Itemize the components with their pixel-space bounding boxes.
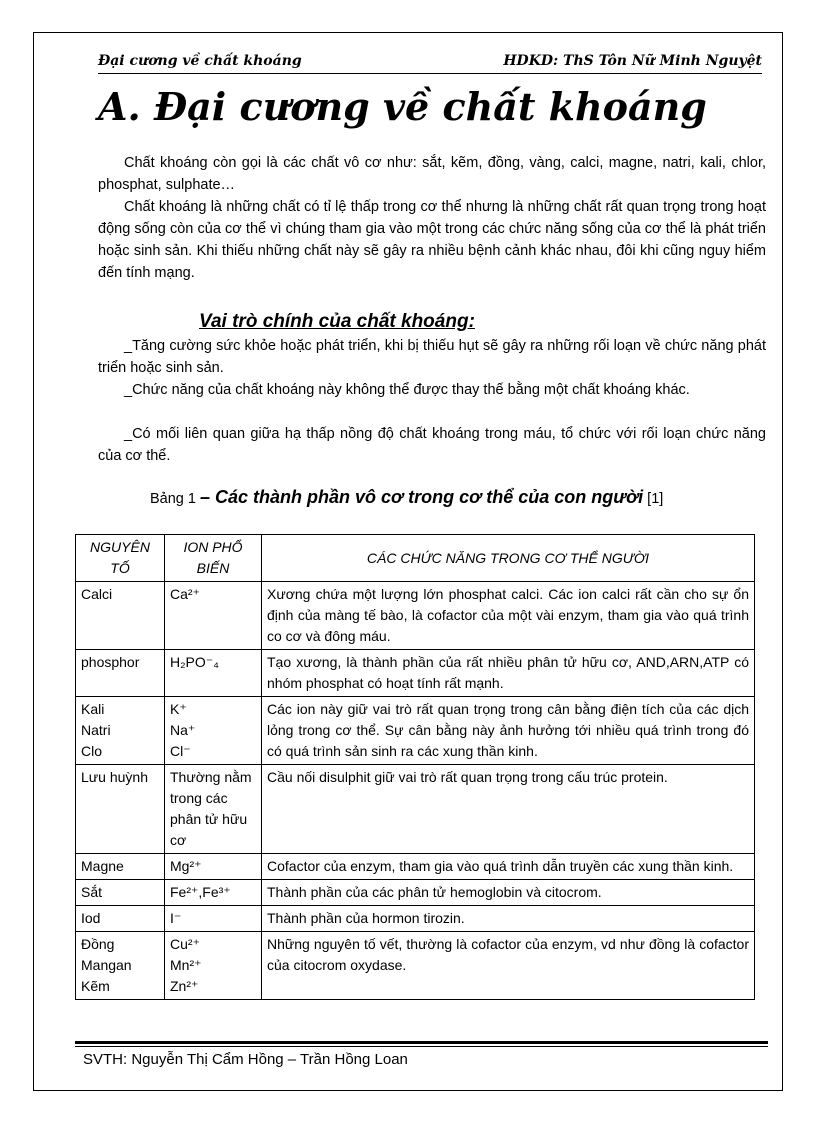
cell-element: Lưu huỳnh xyxy=(76,765,165,854)
cell-function: Cầu nối disulphit giữ vai trò rất quan trọng trong cấu trúc protein. xyxy=(262,765,755,854)
cell-element: phosphor xyxy=(76,650,165,697)
table-row xyxy=(76,880,755,906)
cell-function: Những nguyên tố vết, thường là cofactor của enzym, vd như đồng là cofactor của citocrom oxydase. xyxy=(262,932,755,1000)
table-header-row xyxy=(76,535,755,582)
table-row xyxy=(76,765,755,854)
role-item-1: _Tăng cường sức khỏe hoặc phát triển, khi bị thiếu hụt sẽ gây ra những rối loạn về chức năng phát triển hoặc sinh sản. xyxy=(98,338,766,376)
header-ion: ION PHỔ BIẾN xyxy=(165,535,262,582)
cell-ion: Ca²⁺ xyxy=(165,582,262,650)
table-row xyxy=(76,582,755,650)
running-header xyxy=(98,52,762,74)
cell-element: Đồng Mangan Kẽm xyxy=(76,932,165,1000)
role-item-2: _Chức năng của chất khoáng này không thể được thay thế bằng một chất khoáng khác. xyxy=(124,382,690,398)
intro-paragraph-1: Chất khoáng còn gọi là các chất vô cơ như: sắt, kẽm, đồng, vàng, calci, magne, natri, kali, chlor, phosphat, sulphate… xyxy=(98,155,766,193)
cell-ion: K⁺ Na⁺ Cl⁻ xyxy=(165,697,262,765)
page-title: A. Đại cương về chất khoáng xyxy=(98,84,707,129)
caption-title: – Các thành phần vô cơ trong cơ thể của con người xyxy=(200,487,644,507)
cell-function: Cofactor của enzym, tham gia vào quá trình dẫn truyền các xung thần kinh. xyxy=(262,854,755,880)
cell-function: Xương chứa một lượng lớn phosphat calci. Các ion calci rất cần cho sự ổn định của màng tế bào, là cofactor của một vài enzym, tham gia vào quá trình co cơ và đông máu. xyxy=(262,582,755,650)
cell-ion: Cu²⁺ Mn²⁺ Zn²⁺ xyxy=(165,932,262,1000)
roles-heading: Vai trò chính của chất khoáng: xyxy=(199,311,475,332)
table-caption xyxy=(150,487,663,508)
cell-function: Thành phần của các phân tử hemoglobin và citocrom. xyxy=(262,880,755,906)
table-row xyxy=(76,697,755,765)
caption-ref: [1] xyxy=(643,491,664,507)
footer-rule xyxy=(75,1041,768,1047)
cell-function: Tạo xương, là thành phần của rất nhiều phân tử hữu cơ, AND,ARN,ATP có nhóm phosphat có hoạt tính rất mạnh. xyxy=(262,650,755,697)
header-right: HDKD: ThS Tôn Nữ Minh Nguyệt xyxy=(503,53,762,69)
table-row xyxy=(76,906,755,932)
minerals-table xyxy=(75,534,755,1000)
cell-ion: Fe²⁺,Fe³⁺ xyxy=(165,880,262,906)
table-row xyxy=(76,650,755,697)
page-footer: SVTH: Nguyễn Thị Cẩm Hồng – Trần Hồng Loan xyxy=(83,1051,408,1068)
cell-function: Thành phần của hormon tirozin. xyxy=(262,906,755,932)
cell-ion: Mg²⁺ xyxy=(165,854,262,880)
cell-function: Các ion này giữ vai trò rất quan trọng trong cân bằng điện tích của các dịch lỏng trong cơ thể. Sự cân bằng này ảnh hưởng tới nhiều quá trình trong đó có quá trình sản sinh ra các xung thần kinh. xyxy=(262,697,755,765)
cell-ion: H₂PO⁻₄ xyxy=(165,650,262,697)
cell-element: Calci xyxy=(76,582,165,650)
header-element: NGUYÊN TỐ xyxy=(76,535,165,582)
cell-element: Magne xyxy=(76,854,165,880)
cell-element: Iod xyxy=(76,906,165,932)
caption-prefix: Bảng 1 xyxy=(150,491,200,507)
cell-element: Sắt xyxy=(76,880,165,906)
header-function: CÁC CHỨC NĂNG TRONG CƠ THỂ NGƯỜI xyxy=(262,535,755,582)
cell-element: Kali Natri Clo xyxy=(76,697,165,765)
cell-ion: Thường nằm trong các phân tử hữu cơ xyxy=(165,765,262,854)
cell-ion: I⁻ xyxy=(165,906,262,932)
role-item-3: _Có mối liên quan giữa hạ thấp nồng độ chất khoáng trong máu, tổ chức với rối loạn chức năng của cơ thể. xyxy=(98,426,766,464)
header-left: Đại cương về chất khoáng xyxy=(98,53,302,69)
intro-paragraph-2: Chất khoáng là những chất có tỉ lệ thấp trong cơ thể nhưng là những chất rất quan trọng trong hoạt động sống còn của cơ thể vì chúng tham gia vào một trong các chức năng sống của cơ thể là phát triển hoặc sinh sản. Khi thiếu những chất này sẽ gây ra nhiều bệnh cảnh khác nhau, đôi khi cũng nguy hiểm đến tính mạng. xyxy=(98,199,766,281)
table-row xyxy=(76,854,755,880)
table-row xyxy=(76,932,755,1000)
